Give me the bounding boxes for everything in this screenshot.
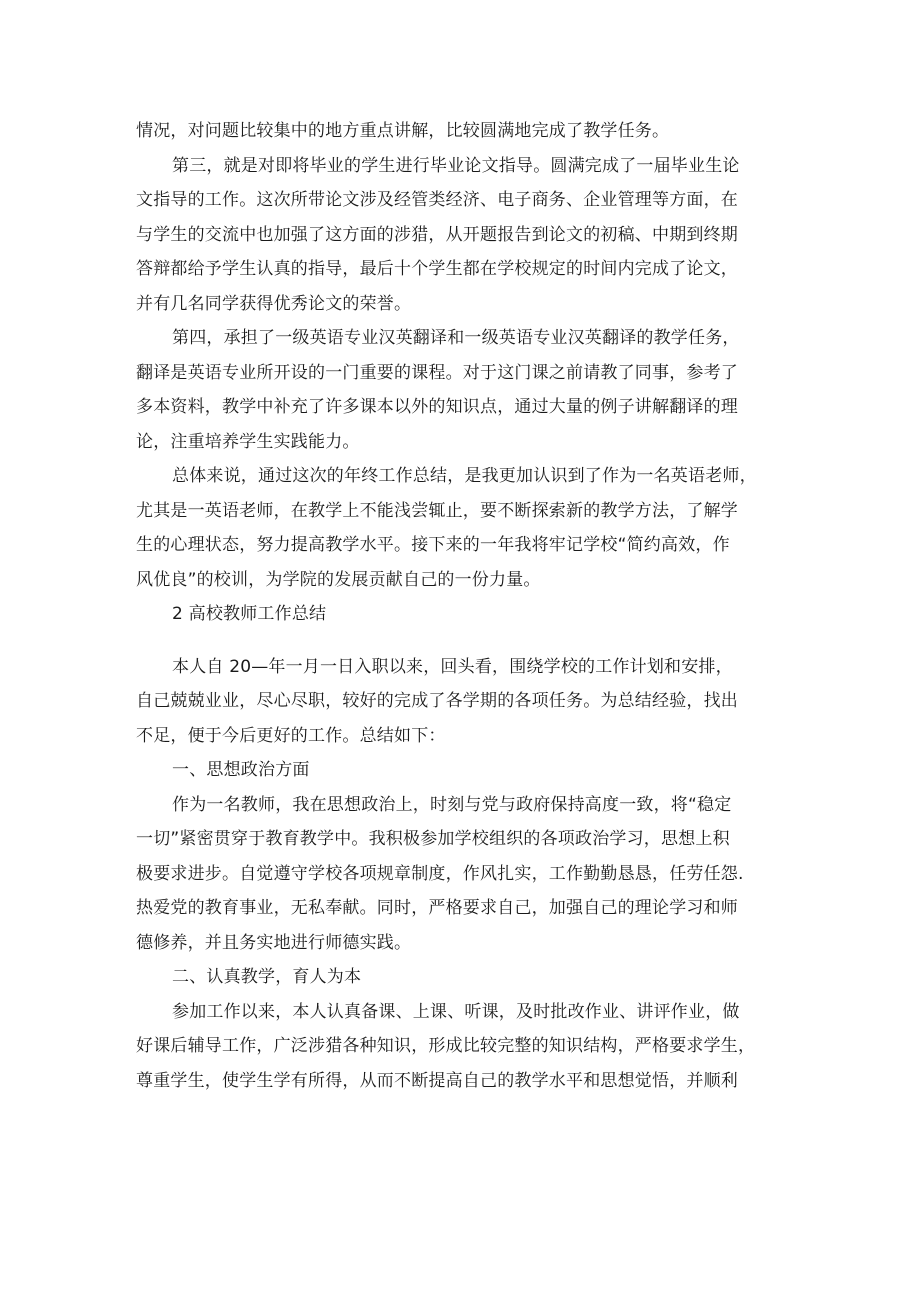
text-line: 极要求进步。自觉遵守学校各项规章制度，作风扎实，工作勤勤恳恳，任劳任怨. [136, 863, 744, 884]
text-line: 第三，就是对即将毕业的学生进行毕业论文指导。圆满完成了一届毕业生论 [172, 155, 740, 176]
text-line: 情况，对问题比较集中的地方重点讲解，比较圆满地完成了教学任务。 [136, 121, 670, 141]
text-line: 二、认真教学，育人为本 [172, 967, 362, 987]
text-line: 答辩都给予学生认真的指导，最后十个学生都在学校规定的时间内完成了论文， [136, 259, 738, 279]
text-line: 好课后辅导工作，广泛涉猎各种知识，形成比较完整的知识结构，严格要求学生， [136, 1036, 756, 1056]
text-line: 一切”紧密贯穿于教育教学中。我积极参加学校组织的各项政治学习，思想上积 [136, 829, 730, 849]
text-line: 参加工作以来，本人认真备课、上课、听课，及时批改作业、讲评作业，做 [172, 1001, 740, 1022]
text-line: 德修养，并且务实地进行师德实践。 [136, 932, 412, 953]
text-line: 本人自 20—年一月一日入职以来，回头看，围绕学校的工作计划和安排， [172, 656, 733, 677]
text-line: 尤其是一英语老师，在教学上不能浅尝辄止，要不断探索新的教学方法，了解学 [136, 500, 738, 521]
text-line: 并有几名同学获得优秀论文的荣誉。 [136, 293, 412, 314]
text-line: 不足，便于今后更好的工作。总结如下： [136, 725, 446, 746]
text-line: 2 高校教师工作总结 [172, 604, 327, 624]
text-line: 与学生的交流中也加强了这方面的涉猎，从开题报告到论文的初稿、中期到终期 [136, 224, 738, 245]
text-line: 第四，承担了一级英语专业汉英翻译和一级英语专业汉英翻译的教学任务， [172, 328, 740, 348]
text-line: 总体来说，通过这次的年终工作总结，是我更加认识到了作为一名英语老师， [172, 466, 757, 486]
document-body [136, 114, 784, 1098]
text-line: 论，注重培养学生实践能力。 [136, 431, 360, 452]
text-line: 作为一名教师，我在思想政治上，时刻与党与政府保持高度一致，将“稳定 [172, 794, 732, 815]
text-line: 生的心理状态，努力提高教学水平。接下来的一年我将牢记学校“简约高效，作 [136, 535, 730, 555]
paragraph-gap [136, 632, 784, 650]
text-line: 翻译是英语专业所开设的一门重要的课程。对于这门课之前请教了同事，参考了 [136, 362, 738, 383]
text-line: 风优良”的校训，为学院的发展贡献自己的一份力量。 [136, 569, 541, 590]
text-line: 多本资料，教学中补充了许多课本以外的知识点，通过大量的例子讲解翻译的理 [136, 397, 738, 417]
text-line: 文指导的工作。这次所带论文涉及经管类经济、电子商务、企业管理等方面，在 [136, 190, 738, 210]
text-line: 热爱党的教育事业，无私奉献。同时，严格要求自己，加强自己的理论学习和师 [136, 898, 738, 918]
text-line: 一、思想政治方面 [172, 760, 310, 780]
text-line: 自己兢兢业业，尽心尽职，较好的完成了各学期的各项任务。为总结经验，找出 [136, 691, 738, 711]
text-line: 尊重学生，使学生学有所得，从而不断提高自己的教学水平和思想觉悟，并顺利 [136, 1070, 738, 1091]
